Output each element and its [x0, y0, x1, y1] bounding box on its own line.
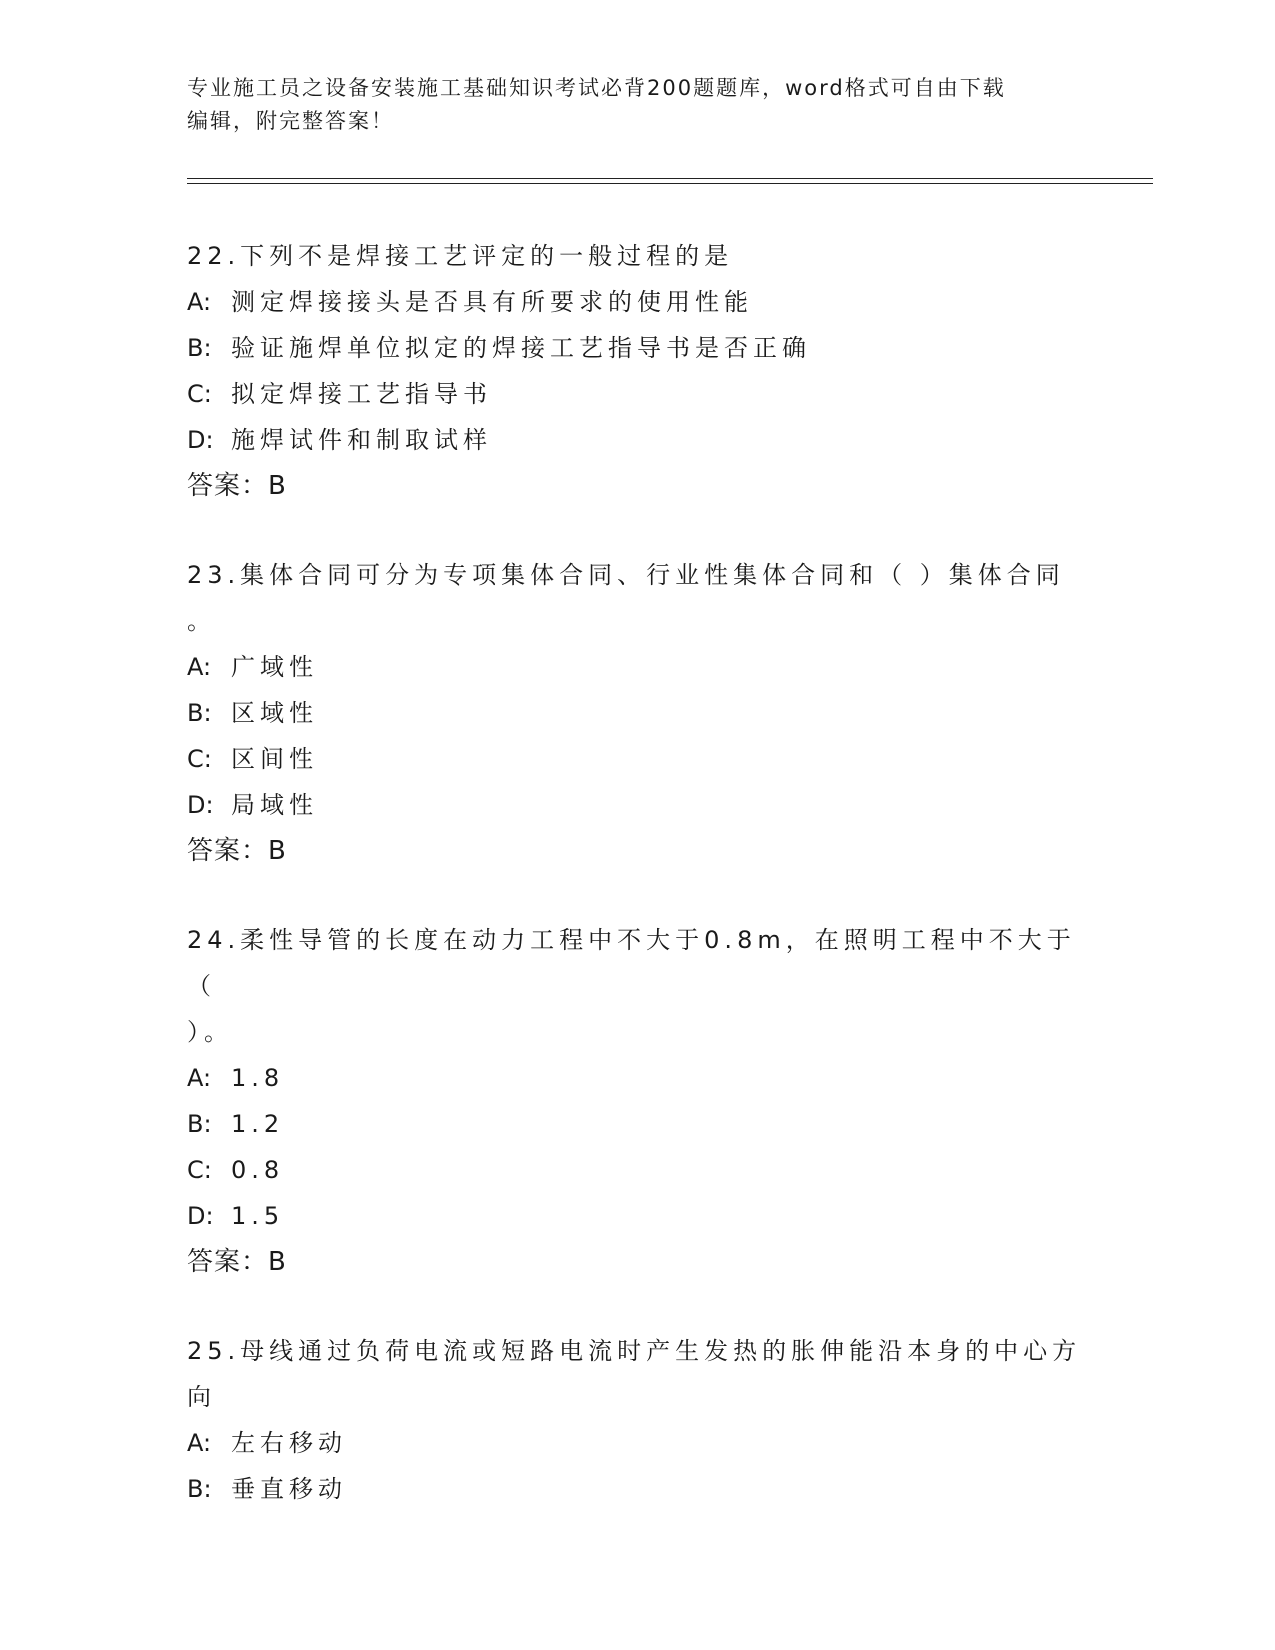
option-text: 垂直移动 — [231, 1475, 347, 1503]
question-24 — [187, 917, 1087, 1285]
option-letter: C: — [187, 1156, 212, 1184]
option-text: 局域性 — [231, 791, 318, 819]
option-letter: D: — [187, 791, 214, 819]
question-stem: 23.集体合同可分为专项集体合同、行业性集体合同和（ ）集体合同 — [187, 561, 1065, 589]
option-a — [187, 1055, 1087, 1101]
option-d — [187, 782, 1087, 828]
question-stem: 24.柔性导管的长度在动力工程中不大于0.8m，在照明工程中不大于（ — [187, 926, 1076, 1000]
option-a — [187, 1420, 1087, 1466]
option-text: 0.8 — [231, 1156, 285, 1184]
option-d — [187, 1193, 1087, 1239]
option-letter: C: — [187, 745, 212, 773]
option-letter: B: — [187, 1110, 212, 1138]
question-22 — [187, 233, 1087, 509]
option-text: 施焊试件和制取试样 — [231, 426, 492, 454]
question-list — [187, 233, 1087, 1555]
option-letter: C: — [187, 380, 212, 408]
option-text: 广域性 — [231, 653, 318, 681]
header-line-1: 专业施工员之设备安装施工基础知识考试必背200题题库，word格式可自由下载 — [187, 76, 1006, 100]
option-letter: D: — [187, 426, 214, 454]
option-text: 1.5 — [231, 1202, 285, 1230]
option-b — [187, 1101, 1087, 1147]
option-letter: A: — [187, 288, 212, 316]
option-b — [187, 690, 1087, 736]
option-text: 验证施焊单位拟定的焊接工艺指导书是否正确 — [231, 334, 811, 362]
option-b — [187, 325, 1087, 371]
question-stem-continuation: 向 — [187, 1383, 216, 1411]
option-b — [187, 1466, 1087, 1512]
option-letter: B: — [187, 699, 212, 727]
option-text: 左右移动 — [231, 1429, 347, 1457]
option-text: 拟定焊接工艺指导书 — [231, 380, 492, 408]
option-letter: A: — [187, 1064, 212, 1092]
header-line-2: 编辑，附完整答案！ — [187, 109, 394, 133]
option-letter: D: — [187, 1202, 214, 1230]
question-stem-continuation: 。 — [187, 607, 216, 635]
page-header — [187, 72, 1067, 138]
question-25 — [187, 1328, 1087, 1512]
question-23 — [187, 552, 1087, 874]
header-divider-top — [187, 178, 1153, 179]
option-text: 测定焊接接头是否具有所要求的使用性能 — [231, 288, 753, 316]
option-text: 区域性 — [231, 699, 318, 727]
option-letter: A: — [187, 1429, 212, 1457]
option-c — [187, 1147, 1087, 1193]
option-text: 区间性 — [231, 745, 318, 773]
answer-line: 答案：B — [187, 1247, 287, 1277]
option-a — [187, 644, 1087, 690]
option-text: 1.2 — [231, 1110, 285, 1138]
option-text: 1.8 — [231, 1064, 285, 1092]
question-stem-continuation: ）。 — [187, 1018, 233, 1046]
option-letter: B: — [187, 1475, 212, 1503]
answer-line: 答案：B — [187, 836, 287, 866]
option-d — [187, 417, 1087, 463]
header-divider-bottom — [187, 183, 1153, 184]
option-letter: B: — [187, 334, 212, 362]
option-c — [187, 371, 1087, 417]
option-c — [187, 736, 1087, 782]
question-stem: 25.母线通过负荷电流或短路电流时产生发热的胀伸能沿本身的中心方 — [187, 1337, 1082, 1365]
question-stem: 22.下列不是焊接工艺评定的一般过程的是 — [187, 242, 734, 270]
answer-line: 答案：B — [187, 471, 287, 501]
option-letter: A: — [187, 653, 212, 681]
option-a — [187, 279, 1087, 325]
